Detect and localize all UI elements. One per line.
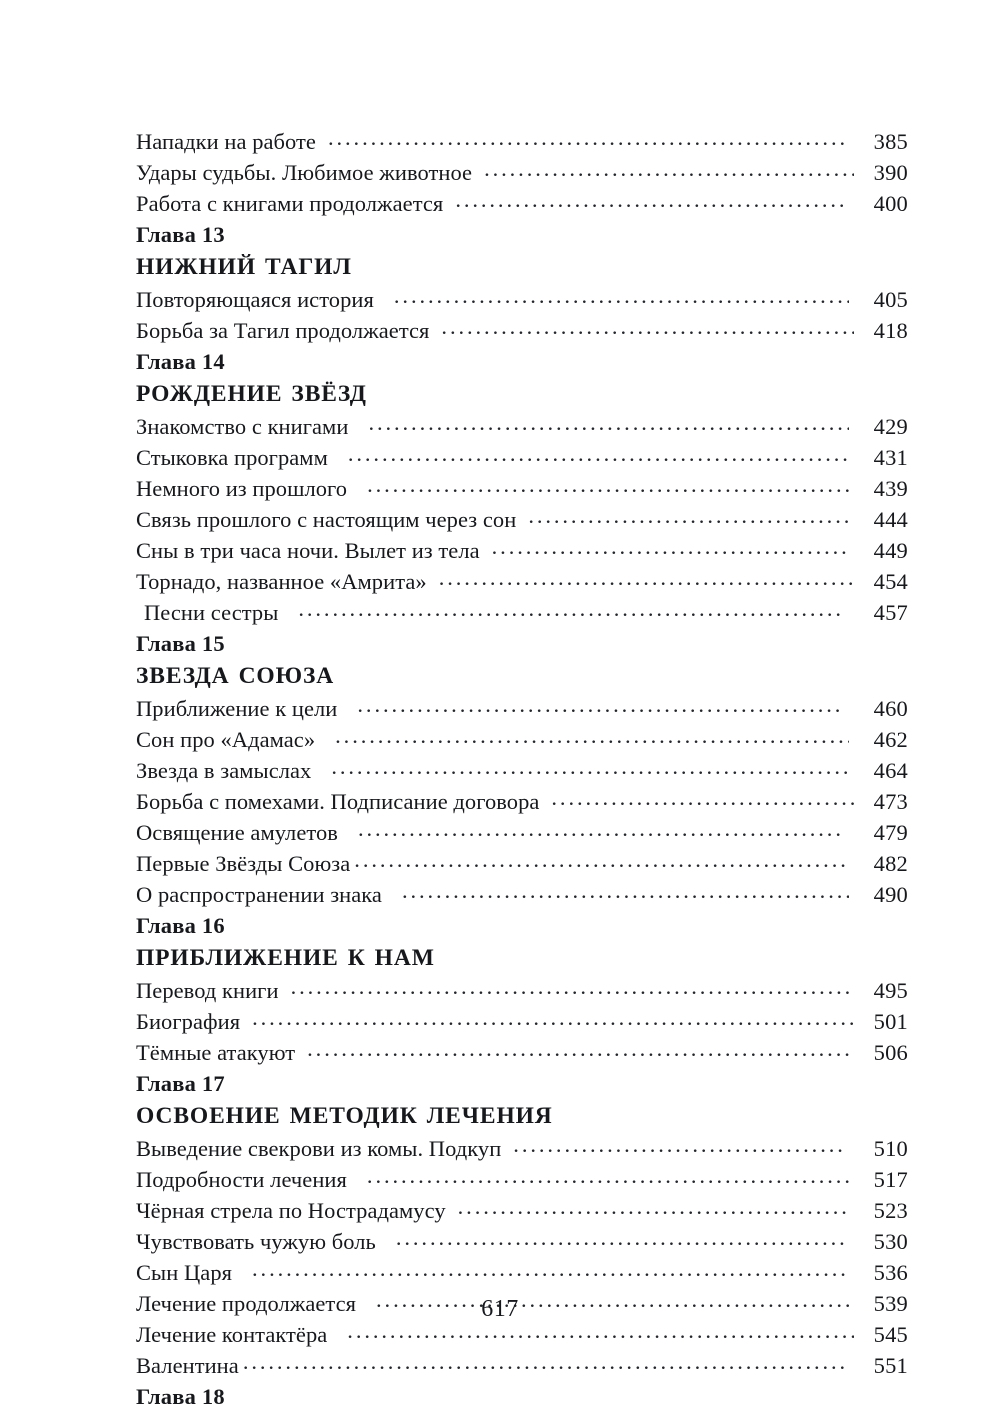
toc-entry[interactable] bbox=[136, 1226, 908, 1257]
toc-entry-label: Стыковка программ bbox=[136, 445, 328, 470]
toc-entry[interactable] bbox=[136, 284, 908, 315]
chapter-title bbox=[136, 250, 908, 284]
chapter-title-word: НАМ bbox=[374, 945, 435, 971]
toc-entry-label: Тёмные атакуют bbox=[136, 1040, 296, 1065]
toc-entry-label: Валентина bbox=[136, 1353, 239, 1378]
toc-entry-page-number: 510 bbox=[873, 1136, 908, 1161]
toc-entry[interactable] bbox=[136, 535, 908, 566]
dot-leader bbox=[484, 158, 854, 181]
toc-entry-page-number: 462 bbox=[873, 727, 908, 752]
toc-entry-label: Сон про «Адамас» bbox=[136, 727, 316, 752]
toc-entry-page-number: 495 bbox=[873, 978, 908, 1003]
chapter-number: Глава 15 bbox=[136, 631, 225, 656]
dot-leader bbox=[367, 474, 849, 497]
toc-entry-page-number: 464 bbox=[873, 758, 908, 783]
toc-entry-page-number: 454 bbox=[873, 569, 908, 594]
chapter-title-word: МЕТОДИК bbox=[289, 1103, 418, 1129]
chapter-number: Глава 18 bbox=[136, 1384, 225, 1409]
dot-leader bbox=[291, 976, 854, 999]
toc-entry-page-number: 523 bbox=[873, 1198, 908, 1223]
toc-entry-page-number: 431 bbox=[873, 445, 908, 470]
dot-leader bbox=[331, 756, 849, 779]
toc-entry-label: Работа с книгами продолжается bbox=[136, 191, 444, 216]
chapter-title-word: РОЖДЕНИЕ bbox=[136, 381, 283, 407]
toc-entry-page-number: 501 bbox=[873, 1009, 908, 1034]
dot-leader bbox=[335, 725, 849, 748]
toc-entry-page-number: 418 bbox=[873, 318, 908, 343]
toc-entry[interactable] bbox=[136, 1319, 908, 1350]
dot-leader bbox=[368, 412, 849, 435]
toc-entry-page-number: 517 bbox=[873, 1167, 908, 1192]
chapter-title-word: ЗВЁЗД bbox=[291, 381, 367, 407]
toc-entry-label: Нападки на работе bbox=[136, 129, 316, 154]
dot-leader bbox=[243, 1351, 849, 1374]
chapter-number: Глава 16 bbox=[136, 913, 225, 938]
toc-entry-page-number: 444 bbox=[873, 507, 908, 532]
chapter-title-word: ЛЕЧЕНИЯ bbox=[426, 1103, 553, 1129]
chapter-title-word: ОСВОЕНИЕ bbox=[136, 1103, 281, 1129]
toc-entry[interactable] bbox=[136, 411, 908, 442]
dot-leader bbox=[455, 189, 849, 212]
table-of-contents bbox=[136, 126, 908, 1412]
dot-leader bbox=[394, 285, 849, 308]
toc-entry-page-number: 539 bbox=[873, 1291, 908, 1316]
chapter-title-word: ПРИБЛИЖЕНИЕ bbox=[136, 945, 339, 971]
toc-entry-label: Песни сестры bbox=[144, 600, 279, 625]
toc-entry-page-number: 506 bbox=[873, 1040, 908, 1065]
toc-entry-label: Немного из прошлого bbox=[136, 476, 348, 501]
toc-entry-label: О распространении знака bbox=[136, 882, 382, 907]
toc-entry-page-number: 400 bbox=[873, 191, 908, 216]
dot-leader bbox=[528, 505, 849, 528]
dot-leader bbox=[298, 598, 843, 621]
toc-entry-page-number: 479 bbox=[873, 820, 908, 845]
toc-entry-page-number: 429 bbox=[873, 414, 908, 439]
chapter-title-word: СОЮЗА bbox=[238, 663, 335, 689]
toc-entry-label: Чувствовать чужую боль bbox=[136, 1229, 376, 1254]
toc-entry[interactable] bbox=[136, 126, 908, 157]
dot-leader bbox=[513, 1134, 843, 1157]
toc-entry[interactable] bbox=[136, 975, 908, 1006]
toc-entry[interactable] bbox=[136, 1037, 908, 1068]
toc-entry[interactable] bbox=[136, 1350, 908, 1381]
dot-leader bbox=[551, 787, 854, 810]
chapter-title-word: ЗВЕЗДА bbox=[136, 663, 230, 689]
word-gap bbox=[418, 1100, 427, 1133]
toc-entry[interactable] bbox=[136, 1133, 908, 1164]
dot-leader bbox=[358, 818, 843, 841]
chapter-number: Глава 13 bbox=[136, 222, 225, 247]
dot-leader bbox=[252, 1258, 849, 1281]
toc-entry-page-number: 385 bbox=[873, 129, 908, 154]
toc-entry-label: Торнадо, названное «Амрита» bbox=[136, 569, 427, 594]
toc-entry-page-number: 473 bbox=[873, 789, 908, 814]
toc-entry-label: Биография bbox=[136, 1009, 241, 1034]
toc-entry-page-number: 449 bbox=[873, 538, 908, 563]
toc-entry-page-number: 405 bbox=[873, 287, 908, 312]
toc-entry-label: Лечение продолжается bbox=[136, 1291, 357, 1316]
toc-entry-label: Звезда в замыслах bbox=[136, 758, 312, 783]
toc-entry[interactable] bbox=[136, 566, 908, 597]
dot-leader bbox=[396, 1227, 849, 1250]
toc-entry-page-number: 545 bbox=[873, 1322, 908, 1347]
word-gap bbox=[281, 1100, 290, 1133]
toc-entry[interactable] bbox=[136, 1195, 908, 1226]
chapter-title bbox=[136, 659, 908, 693]
toc-entry-label: Выведение свекрови из комы. Подкуп bbox=[136, 1136, 502, 1161]
toc-entry-label: Борьба с помехами. Подписание договора bbox=[136, 789, 540, 814]
toc-entry-label: Знакомство с книгами bbox=[136, 414, 349, 439]
toc-entry[interactable] bbox=[136, 442, 908, 473]
toc-entry[interactable] bbox=[136, 597, 908, 628]
dot-leader bbox=[492, 536, 849, 559]
toc-entry-label: Первые Звёзды Союза bbox=[136, 851, 351, 876]
dot-leader bbox=[367, 1165, 849, 1188]
dot-leader bbox=[458, 1196, 849, 1219]
toc-entry-page-number: 536 bbox=[873, 1260, 908, 1285]
dot-leader bbox=[402, 880, 849, 903]
dot-leader bbox=[328, 127, 849, 150]
toc-entry-label: Перевод книги bbox=[136, 978, 279, 1003]
word-gap bbox=[230, 660, 239, 693]
page-folio-number: 617 bbox=[481, 1296, 519, 1322]
word-gap bbox=[366, 942, 375, 975]
chapter-title bbox=[136, 941, 908, 975]
toc-entry[interactable] bbox=[136, 315, 908, 346]
toc-entry-page-number: 490 bbox=[873, 882, 908, 907]
toc-entry[interactable] bbox=[136, 188, 908, 219]
dot-leader bbox=[252, 1007, 854, 1030]
toc-entry-label: Связь прошлого с настоящим через сон bbox=[136, 507, 517, 532]
chapter-title-word: ТАГИЛ bbox=[265, 254, 352, 280]
toc-entry-label: Борьба за Тагил продолжается bbox=[136, 318, 430, 343]
toc-entry[interactable] bbox=[136, 1257, 908, 1288]
dot-leader bbox=[348, 443, 849, 466]
toc-entry-label: Освящение амулетов bbox=[136, 820, 338, 845]
toc-entry[interactable] bbox=[136, 157, 908, 188]
toc-entry-label: Повторяющаяся история bbox=[136, 287, 374, 312]
word-gap bbox=[256, 251, 265, 284]
toc-entry-page-number: 439 bbox=[873, 476, 908, 501]
toc-entry[interactable] bbox=[136, 504, 908, 535]
toc-entry[interactable] bbox=[136, 755, 908, 786]
toc-entry-label: Сны в три часа ночи. Вылет из тела bbox=[136, 538, 480, 563]
dot-leader bbox=[439, 567, 854, 590]
toc-entry-label: Приближение к цели bbox=[136, 696, 338, 721]
toc-entry[interactable] bbox=[136, 473, 908, 504]
chapter-title-word: НИЖНИЙ bbox=[136, 254, 257, 280]
chapter-number: Глава 17 bbox=[136, 1071, 225, 1096]
chapter-title bbox=[136, 1099, 908, 1133]
toc-entry-label: Удары судьбы. Любимое животное bbox=[136, 160, 473, 185]
toc-entry[interactable] bbox=[136, 879, 908, 910]
toc-entry-page-number: 460 bbox=[873, 696, 908, 721]
toc-entry[interactable] bbox=[136, 693, 908, 724]
toc-entry-page-number: 551 bbox=[873, 1353, 908, 1378]
word-gap bbox=[339, 942, 348, 975]
toc-entry-label: Лечение контактёра bbox=[136, 1322, 328, 1347]
dot-leader bbox=[357, 694, 843, 717]
toc-entry-page-number: 390 bbox=[873, 160, 908, 185]
toc-entry[interactable] bbox=[136, 848, 908, 879]
toc-entry-page-number: 457 bbox=[873, 600, 908, 625]
toc-entry-label: Чёрная стрела по Нострадамусу bbox=[136, 1198, 446, 1223]
toc-entry-page-number: 482 bbox=[873, 851, 908, 876]
dot-leader bbox=[441, 316, 854, 339]
toc-entry[interactable] bbox=[136, 1006, 908, 1037]
chapter-title bbox=[136, 377, 908, 411]
toc-entry[interactable] bbox=[136, 817, 908, 848]
toc-entry[interactable] bbox=[136, 724, 908, 755]
toc-entry-label: Сын Царя bbox=[136, 1260, 233, 1285]
toc-entry[interactable] bbox=[136, 786, 908, 817]
toc-entry-page-number: 530 bbox=[873, 1229, 908, 1254]
toc-entry[interactable] bbox=[136, 1164, 908, 1195]
dot-leader bbox=[307, 1038, 849, 1061]
dot-leader bbox=[354, 849, 849, 872]
toc-entry-label: Подробности лечения bbox=[136, 1167, 347, 1192]
chapter-number: Глава 14 bbox=[136, 349, 225, 374]
chapter-title-word: К bbox=[347, 945, 366, 971]
